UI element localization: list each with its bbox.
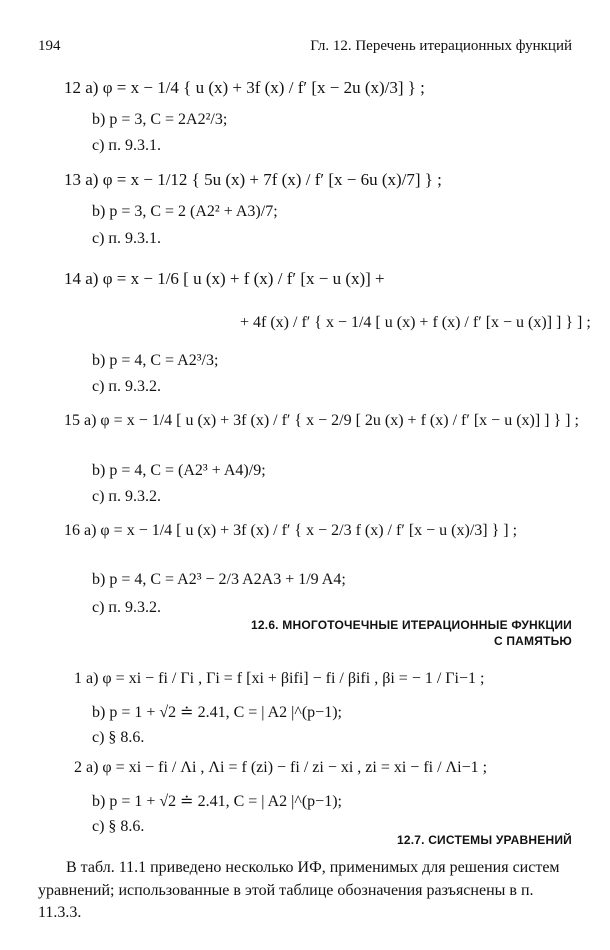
item-12-c: c) п. 9.3.1. — [92, 137, 161, 154]
item-16-b: b) p = 4, C = A2³ − 2/3 A2A3 + 1/9 A4; — [92, 571, 346, 588]
item-14-a-line1: 14 а) φ = x − 1/6 [ u (x) + f (x) / f′ [x − u (x)] + — [64, 269, 385, 288]
item-13-a: 13 а) φ = x − 1/12 { 5u (x) + 7f (x) / f′ [x − 6u (x)/7] } ; — [64, 170, 442, 189]
item-16-a: 16 а) φ = x − 1/4 [ u (x) + 3f (x) / f′ { x − 2/3 f (x) / f′ [x − u (x)/3] } ] ; — [64, 522, 518, 539]
item-14-c: c) п. 9.3.2. — [92, 378, 161, 395]
body-paragraph: В табл. 11.1 приведено несколько ИФ, применимых для решения систем уравнений; использованные в этой таблице обозначения разъяснены в п. 11.3.3. — [38, 859, 560, 922]
item-15-a: 15 а) φ = x − 1/4 [ u (x) + 3f (x) / f′ { x − 2/9 [ 2u (x) + f (x) / f′ [x − u (x)] ] } ] ; — [64, 412, 579, 429]
memory-item-1-b: b) p = 1 + √2 ≐ 2.41, C = | A2 |^(p−1); — [92, 704, 342, 721]
section-12-6-line1: 12.6. МНОГОТОЧЕЧНЫЕ ИТЕРАЦИОННЫЕ ФУНКЦИИ — [251, 618, 572, 632]
page-header — [38, 38, 572, 55]
item-13-b: b) p = 3, C = 2 (A2² + A3)/7; — [92, 203, 278, 220]
section-12-6-line2: С ПАМЯТЬЮ — [493, 634, 572, 649]
item-15-c: c) п. 9.3.2. — [92, 488, 161, 505]
item-12-a: 12 а) φ = x − 1/4 { u (x) + 3f (x) / f′ [x − 2u (x)/3] } ; — [64, 78, 425, 97]
memory-item-2-a: 2 а) φ = xi − fi / Λi , Λi = f (zi) − fi / zi − xi , zi = xi − fi / Λi−1 ; — [74, 759, 488, 776]
memory-item-2-b: b) p = 1 + √2 ≐ 2.41, C = | A2 |^(p−1); — [92, 793, 342, 810]
item-15-b: b) p = 4, C = (A2³ + A4)/9; — [92, 462, 266, 479]
section-12-7-heading: 12.7. СИСТЕМЫ УРАВНЕНИЙ — [396, 833, 572, 847]
chapter-title: Гл. 12. Перечень итерационных функций — [310, 38, 572, 54]
section-12-6-heading — [251, 617, 572, 649]
memory-item-1-c: c) § 8.6. — [92, 729, 145, 746]
memory-item-2-c: c) § 8.6. — [92, 818, 145, 835]
item-13-c: c) п. 9.3.1. — [92, 230, 161, 247]
item-16-c: c) п. 9.3.2. — [92, 599, 161, 616]
item-12-b: b) p = 3, C = 2A2²/3; — [92, 111, 228, 128]
memory-item-1-a: 1 а) φ = xi − fi / Γi , Γi = f [xi + βifi] − fi / βifi , βi = − 1 / Γi−1 ; — [74, 670, 485, 687]
item-14-b: b) p = 4, C = A2³/3; — [92, 352, 219, 369]
item-14-a-line2: + 4f (x) / f′ { x − 1/4 [ u (x) + f (x) / f′ [x − u (x)] ] } ] ; — [240, 314, 591, 331]
page-number: 194 — [38, 38, 61, 54]
